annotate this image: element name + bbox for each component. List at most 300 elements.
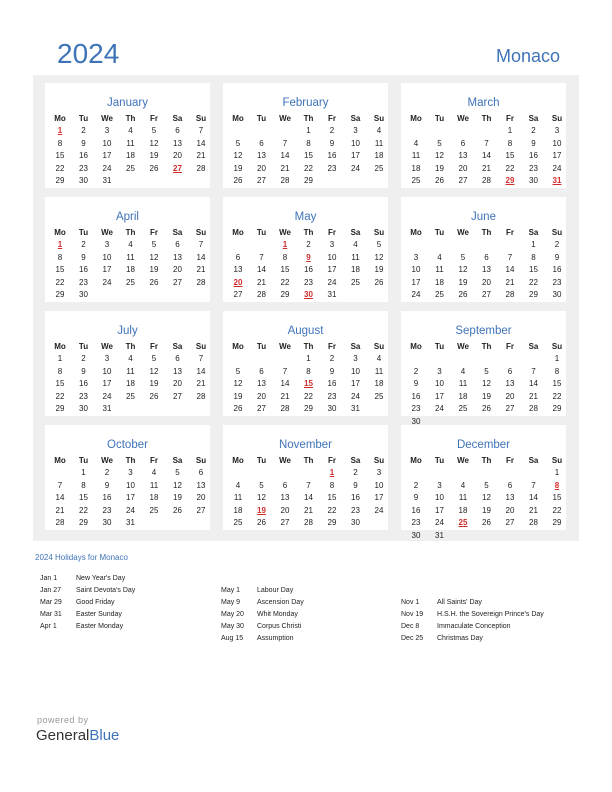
weekday-header: Su bbox=[373, 228, 385, 237]
day-cell: 30 bbox=[411, 416, 421, 426]
holiday-date: May 30 bbox=[221, 623, 244, 630]
month-april bbox=[45, 197, 210, 302]
day-cell: 25 bbox=[126, 391, 135, 401]
day-cell: 3 bbox=[104, 126, 110, 135]
day-cell: 29 bbox=[55, 404, 65, 413]
holiday-name: Assumption bbox=[257, 635, 294, 642]
day-cell: 14 bbox=[529, 493, 538, 502]
day-cell: 21 bbox=[196, 265, 206, 274]
day-cell: 16 bbox=[351, 493, 360, 502]
day-cell: 5 bbox=[376, 240, 382, 249]
day-cell: 8 bbox=[306, 366, 311, 376]
day-cell: 15 bbox=[280, 265, 290, 274]
day-cell: 28 bbox=[505, 290, 515, 299]
day-cell: 20 bbox=[458, 163, 468, 173]
day-cell: 25 bbox=[351, 277, 360, 287]
weekday-header: Tu bbox=[434, 228, 445, 237]
day-cell: 18 bbox=[411, 163, 421, 173]
day-cell: 11 bbox=[374, 366, 384, 376]
day-cell: 13 bbox=[505, 493, 515, 502]
day-cell: 3 bbox=[104, 240, 110, 249]
brand-text-general: General bbox=[36, 727, 90, 744]
month-september bbox=[401, 311, 566, 426]
day-cell: 6 bbox=[259, 138, 264, 148]
day-cell: 10 bbox=[126, 480, 135, 490]
day-cell: 4 bbox=[353, 240, 358, 249]
holiday-name: Christmas Day bbox=[437, 635, 483, 642]
weekday-header: Su bbox=[195, 342, 207, 351]
day-cell: 20 bbox=[505, 505, 515, 515]
weekday-header: We bbox=[457, 114, 469, 123]
day-cell: 25 bbox=[374, 391, 384, 401]
day-cell: 20 bbox=[505, 391, 515, 401]
weekday-header: Mo bbox=[54, 114, 66, 123]
day-cell: 17 bbox=[102, 265, 112, 274]
weekday-header: Fr bbox=[150, 342, 158, 351]
day-cell: 6 bbox=[484, 252, 489, 262]
powered-by-text: powered by bbox=[37, 715, 89, 725]
weekday-header: Sa bbox=[350, 114, 361, 123]
day-cell: 30 bbox=[351, 518, 360, 527]
weekday-header: Fr bbox=[328, 456, 336, 465]
day-cell: 7 bbox=[259, 252, 264, 262]
day-cell: 26 bbox=[257, 518, 266, 527]
day-cell: 12 bbox=[233, 151, 243, 160]
day-cell: 12 bbox=[233, 379, 243, 388]
day-cell: 2 bbox=[554, 240, 560, 249]
day-cell: 19 bbox=[149, 265, 159, 274]
month-february bbox=[223, 83, 388, 188]
weekday-header: We bbox=[457, 342, 469, 351]
day-cell: 26 bbox=[233, 176, 243, 185]
day-cell: 10 bbox=[411, 265, 421, 274]
holiday-name: Whit Monday bbox=[257, 611, 298, 618]
day-cell: 11 bbox=[458, 493, 468, 502]
day-cell: 26 bbox=[482, 404, 491, 413]
day-cell: 9 bbox=[81, 252, 86, 262]
weekday-header: Su bbox=[551, 342, 563, 351]
day-cell: 9 bbox=[413, 493, 419, 502]
day-cell: 14 bbox=[280, 151, 290, 160]
day-cell: 17 bbox=[102, 379, 112, 388]
weekday-header: Su bbox=[551, 114, 563, 123]
holiday-date: Nov 1 bbox=[401, 599, 420, 606]
holiday-name: H.S.H. the Sovereign Prince's Day bbox=[437, 611, 544, 618]
weekday-header: Mo bbox=[232, 342, 244, 351]
holiday-name: Labour Day bbox=[257, 587, 294, 594]
day-cell: 31 bbox=[126, 518, 135, 527]
month-name: March bbox=[467, 97, 500, 109]
day-cell: 28 bbox=[482, 176, 491, 185]
day-cell: 24 bbox=[327, 277, 337, 287]
day-cell: 30 bbox=[552, 290, 562, 299]
holiday-date: May 9 bbox=[221, 599, 241, 606]
day-cell: 9 bbox=[554, 252, 560, 262]
month-name: September bbox=[455, 325, 512, 337]
weekday-header: Tu bbox=[434, 456, 445, 465]
day-cell: 5 bbox=[151, 240, 157, 249]
day-cell: 8 bbox=[329, 480, 335, 490]
day-cell: 12 bbox=[458, 265, 468, 274]
day-cell: 12 bbox=[173, 480, 182, 490]
day-cell: 31 bbox=[102, 176, 112, 185]
day-cell: 27 bbox=[482, 290, 491, 299]
holiday-date: May 1 bbox=[221, 587, 241, 594]
weekday-header: Th bbox=[303, 456, 314, 465]
day-cell: 28 bbox=[280, 404, 290, 413]
day-cell: 20 bbox=[257, 163, 266, 173]
weekday-header: We bbox=[101, 342, 113, 351]
holiday-name: Saint Devota's Day bbox=[76, 587, 136, 594]
day-cell: 6 bbox=[507, 366, 513, 376]
weekday-header: Fr bbox=[328, 342, 336, 351]
day-cell: 5 bbox=[484, 366, 489, 376]
day-cell: 4 bbox=[235, 480, 241, 490]
day-cell: 18 bbox=[374, 379, 384, 388]
day-cell: 16 bbox=[79, 151, 88, 160]
day-cell: 13 bbox=[233, 265, 243, 274]
day-cell: 5 bbox=[484, 480, 489, 490]
day-cell: 8 bbox=[57, 366, 63, 376]
day-cell: 18 bbox=[233, 505, 243, 515]
holiday-row bbox=[40, 623, 135, 635]
weekday-header: Su bbox=[195, 228, 207, 237]
day-cell: 16 bbox=[102, 493, 112, 502]
day-cell: 7 bbox=[507, 252, 513, 262]
weekday-header: Su bbox=[551, 228, 563, 237]
day-cell: 18 bbox=[126, 265, 135, 274]
day-cell: 15 bbox=[552, 379, 562, 388]
year-title: 2024 bbox=[57, 38, 120, 69]
holiday-name: Easter Sunday bbox=[76, 611, 122, 618]
day-cell: 2 bbox=[306, 240, 311, 249]
day-cell: 5 bbox=[460, 252, 466, 262]
day-cell: 5 bbox=[235, 138, 241, 148]
day-cell: 21 bbox=[529, 505, 538, 515]
day-cell: 28 bbox=[257, 290, 266, 299]
day-cell: 23 bbox=[79, 163, 88, 173]
brand-logo[interactable] bbox=[36, 727, 119, 744]
day-cell: 5 bbox=[151, 354, 157, 363]
holiday-name: Corpus Christi bbox=[257, 623, 302, 630]
day-cell: 27 bbox=[458, 176, 468, 185]
holiday-row bbox=[221, 599, 304, 611]
day-cell: 1 bbox=[306, 354, 311, 363]
day-cell: 26 bbox=[173, 505, 182, 515]
day-cell: 29 bbox=[55, 290, 65, 299]
month-name: October bbox=[107, 439, 148, 451]
day-cell: 8 bbox=[306, 138, 311, 148]
day-cell: 6 bbox=[175, 126, 180, 135]
day-cell: 4 bbox=[376, 354, 382, 363]
day-cell: 14 bbox=[55, 493, 65, 502]
day-cell: 22 bbox=[327, 505, 337, 515]
day-cell: 9 bbox=[413, 379, 419, 388]
holiday-row bbox=[40, 587, 135, 599]
day-cell: 4 bbox=[413, 138, 419, 148]
day-cell: 25 bbox=[374, 163, 384, 173]
holiday-list-column bbox=[221, 587, 304, 647]
day-cell: 2 bbox=[413, 366, 419, 376]
day-cell: 10 bbox=[435, 493, 444, 502]
day-cell: 16 bbox=[327, 379, 337, 388]
day-cell: 27 bbox=[173, 391, 182, 401]
day-cell: 21 bbox=[257, 277, 266, 287]
day-cell: 7 bbox=[57, 480, 63, 490]
weekday-header: Th bbox=[303, 342, 314, 351]
day-cell: 5 bbox=[259, 480, 264, 490]
holiday-day-cell: 30 bbox=[304, 290, 313, 299]
day-cell: 27 bbox=[505, 518, 515, 527]
day-cell: 9 bbox=[329, 138, 335, 148]
day-cell: 28 bbox=[529, 404, 538, 413]
day-cell: 19 bbox=[233, 163, 243, 173]
day-cell: 11 bbox=[126, 366, 135, 376]
day-cell: 10 bbox=[351, 138, 360, 148]
day-cell: 17 bbox=[411, 277, 421, 287]
day-cell: 10 bbox=[102, 252, 112, 262]
day-cell: 30 bbox=[79, 404, 88, 413]
day-cell: 24 bbox=[102, 391, 112, 401]
day-cell: 4 bbox=[460, 366, 466, 376]
day-cell: 29 bbox=[529, 290, 538, 299]
weekday-header: Mo bbox=[410, 456, 422, 465]
day-cell: 13 bbox=[505, 379, 515, 388]
holiday-day-cell: 1 bbox=[329, 468, 335, 477]
day-cell: 26 bbox=[435, 176, 444, 185]
weekday-header: Fr bbox=[328, 228, 336, 237]
day-cell: 27 bbox=[196, 505, 206, 515]
day-cell: 11 bbox=[435, 265, 444, 274]
holiday-row bbox=[40, 575, 135, 587]
weekday-header: Mo bbox=[232, 456, 244, 465]
day-cell: 18 bbox=[374, 151, 384, 160]
holiday-name: All Saints' Day bbox=[437, 599, 482, 606]
day-cell: 8 bbox=[282, 252, 288, 262]
day-cell: 22 bbox=[552, 391, 562, 401]
day-cell: 13 bbox=[280, 493, 290, 502]
day-cell: 3 bbox=[376, 468, 382, 477]
weekday-header: Th bbox=[481, 456, 492, 465]
day-cell: 7 bbox=[282, 366, 288, 376]
day-cell: 3 bbox=[554, 126, 560, 135]
day-cell: 1 bbox=[306, 126, 311, 135]
day-cell: 7 bbox=[531, 480, 536, 490]
day-cell: 20 bbox=[173, 379, 182, 388]
day-cell: 29 bbox=[304, 176, 313, 185]
weekday-header: We bbox=[279, 342, 291, 351]
day-cell: 7 bbox=[484, 138, 489, 148]
month-may bbox=[223, 197, 388, 302]
day-cell: 14 bbox=[505, 265, 515, 274]
holiday-date: Dec 25 bbox=[401, 635, 424, 642]
day-cell: 15 bbox=[55, 379, 65, 388]
day-cell: 26 bbox=[149, 277, 159, 287]
day-cell: 29 bbox=[280, 290, 290, 299]
holiday-day-cell: 8 bbox=[554, 480, 560, 490]
day-cell: 8 bbox=[81, 480, 86, 490]
day-cell: 13 bbox=[257, 379, 266, 388]
holiday-date: Aug 15 bbox=[221, 635, 244, 642]
holiday-day-cell: 20 bbox=[233, 277, 243, 287]
day-cell: 19 bbox=[173, 493, 182, 502]
holiday-day-cell: 19 bbox=[257, 505, 266, 515]
holiday-row bbox=[401, 635, 544, 647]
calendar-panel bbox=[33, 75, 579, 541]
holiday-name: New Year's Day bbox=[76, 575, 126, 582]
day-cell: 18 bbox=[458, 391, 468, 401]
month-january bbox=[45, 83, 210, 188]
weekday-header: Th bbox=[303, 228, 314, 237]
day-cell: 8 bbox=[531, 252, 536, 262]
day-cell: 29 bbox=[55, 176, 65, 185]
day-cell: 20 bbox=[173, 265, 182, 274]
day-cell: 25 bbox=[435, 290, 444, 299]
day-cell: 24 bbox=[102, 277, 112, 287]
day-cell: 7 bbox=[282, 138, 288, 148]
day-cell: 7 bbox=[198, 240, 204, 249]
day-cell: 31 bbox=[102, 404, 112, 413]
day-cell: 10 bbox=[435, 379, 444, 388]
day-cell: 17 bbox=[552, 151, 562, 160]
day-cell: 10 bbox=[374, 480, 384, 490]
day-cell: 4 bbox=[128, 126, 133, 135]
weekday-header: Fr bbox=[506, 456, 514, 465]
weekday-header: Sa bbox=[172, 114, 183, 123]
weekday-header: Sa bbox=[528, 456, 539, 465]
day-cell: 22 bbox=[529, 277, 538, 287]
day-cell: 12 bbox=[149, 252, 159, 262]
day-cell: 5 bbox=[235, 366, 241, 376]
weekday-header: Su bbox=[373, 342, 385, 351]
day-cell: 16 bbox=[411, 391, 421, 401]
day-cell: 8 bbox=[554, 366, 560, 376]
day-cell: 17 bbox=[351, 379, 360, 388]
weekday-header: Sa bbox=[528, 114, 539, 123]
day-cell: 30 bbox=[102, 518, 112, 527]
day-cell: 19 bbox=[374, 265, 384, 274]
day-cell: 10 bbox=[552, 138, 562, 148]
day-cell: 30 bbox=[327, 404, 337, 413]
weekday-header: Mo bbox=[232, 114, 244, 123]
day-cell: 28 bbox=[304, 518, 313, 527]
day-cell: 3 bbox=[353, 126, 358, 135]
weekday-header: Sa bbox=[172, 228, 183, 237]
day-cell: 21 bbox=[55, 505, 65, 515]
day-cell: 6 bbox=[259, 366, 264, 376]
day-cell: 26 bbox=[233, 404, 243, 413]
day-cell: 1 bbox=[554, 354, 560, 363]
day-cell: 16 bbox=[304, 265, 313, 274]
day-cell: 11 bbox=[126, 138, 135, 148]
day-cell: 15 bbox=[552, 493, 562, 502]
holiday-row bbox=[40, 611, 135, 623]
month-name: February bbox=[282, 97, 329, 109]
day-cell: 12 bbox=[257, 493, 266, 502]
day-cell: 4 bbox=[376, 126, 382, 135]
day-cell: 9 bbox=[353, 480, 358, 490]
month-name: May bbox=[294, 211, 317, 223]
day-cell: 9 bbox=[104, 480, 110, 490]
holidays-title: 2024 Holidays for Monaco bbox=[35, 553, 128, 562]
weekday-header: Sa bbox=[350, 342, 361, 351]
day-cell: 26 bbox=[149, 163, 159, 173]
weekday-header: Su bbox=[373, 456, 385, 465]
day-cell: 18 bbox=[126, 151, 135, 160]
holiday-row bbox=[401, 623, 544, 635]
holiday-date: Mar 29 bbox=[40, 599, 62, 606]
month-name: August bbox=[287, 325, 324, 337]
day-cell: 2 bbox=[81, 126, 86, 135]
weekday-header: Th bbox=[481, 228, 492, 237]
weekday-header: Su bbox=[195, 114, 207, 123]
day-cell: 20 bbox=[257, 391, 266, 401]
weekday-header: Tu bbox=[256, 228, 267, 237]
day-cell: 22 bbox=[505, 163, 515, 173]
weekday-header: Su bbox=[195, 456, 207, 465]
weekday-header: Sa bbox=[172, 342, 183, 351]
month-name: July bbox=[117, 325, 138, 337]
day-cell: 6 bbox=[235, 252, 241, 262]
day-cell: 14 bbox=[280, 379, 290, 388]
day-cell: 11 bbox=[233, 493, 243, 502]
day-cell: 15 bbox=[505, 151, 515, 160]
holiday-list-column bbox=[40, 575, 135, 635]
holiday-day-cell: 15 bbox=[304, 379, 313, 388]
day-cell: 6 bbox=[460, 138, 466, 148]
weekday-header: Th bbox=[303, 114, 314, 123]
holiday-day-cell: 31 bbox=[552, 176, 562, 185]
day-cell: 6 bbox=[507, 480, 513, 490]
day-cell: 6 bbox=[282, 480, 288, 490]
day-cell: 8 bbox=[507, 138, 513, 148]
weekday-header: Tu bbox=[256, 342, 267, 351]
day-cell: 14 bbox=[196, 252, 206, 262]
day-cell: 19 bbox=[149, 151, 159, 160]
day-cell: 25 bbox=[411, 176, 421, 185]
day-cell: 27 bbox=[257, 176, 266, 185]
holiday-row bbox=[401, 611, 544, 623]
day-cell: 3 bbox=[413, 252, 419, 262]
day-cell: 19 bbox=[149, 379, 159, 388]
day-cell: 25 bbox=[233, 518, 243, 527]
day-cell: 13 bbox=[482, 265, 491, 274]
day-cell: 21 bbox=[280, 163, 290, 173]
weekday-header: We bbox=[101, 228, 113, 237]
holiday-date: Nov 19 bbox=[401, 611, 424, 618]
day-cell: 24 bbox=[435, 404, 444, 413]
day-cell: 31 bbox=[351, 404, 360, 413]
holiday-row bbox=[221, 635, 304, 647]
day-cell: 10 bbox=[102, 138, 112, 148]
day-cell: 14 bbox=[196, 366, 206, 376]
weekday-header: Mo bbox=[54, 456, 66, 465]
day-cell: 31 bbox=[327, 290, 337, 299]
day-cell: 12 bbox=[435, 151, 444, 160]
weekday-header: We bbox=[279, 228, 291, 237]
day-cell: 28 bbox=[196, 391, 206, 401]
day-cell: 4 bbox=[460, 480, 466, 490]
day-cell: 20 bbox=[173, 151, 182, 160]
holiday-day-cell: 1 bbox=[57, 126, 63, 135]
day-cell: 3 bbox=[437, 366, 442, 376]
day-cell: 21 bbox=[196, 151, 206, 160]
weekday-header: Fr bbox=[150, 228, 158, 237]
month-december bbox=[401, 425, 566, 540]
day-cell: 20 bbox=[196, 493, 206, 502]
weekday-header: Tu bbox=[256, 114, 267, 123]
day-cell: 25 bbox=[458, 404, 468, 413]
